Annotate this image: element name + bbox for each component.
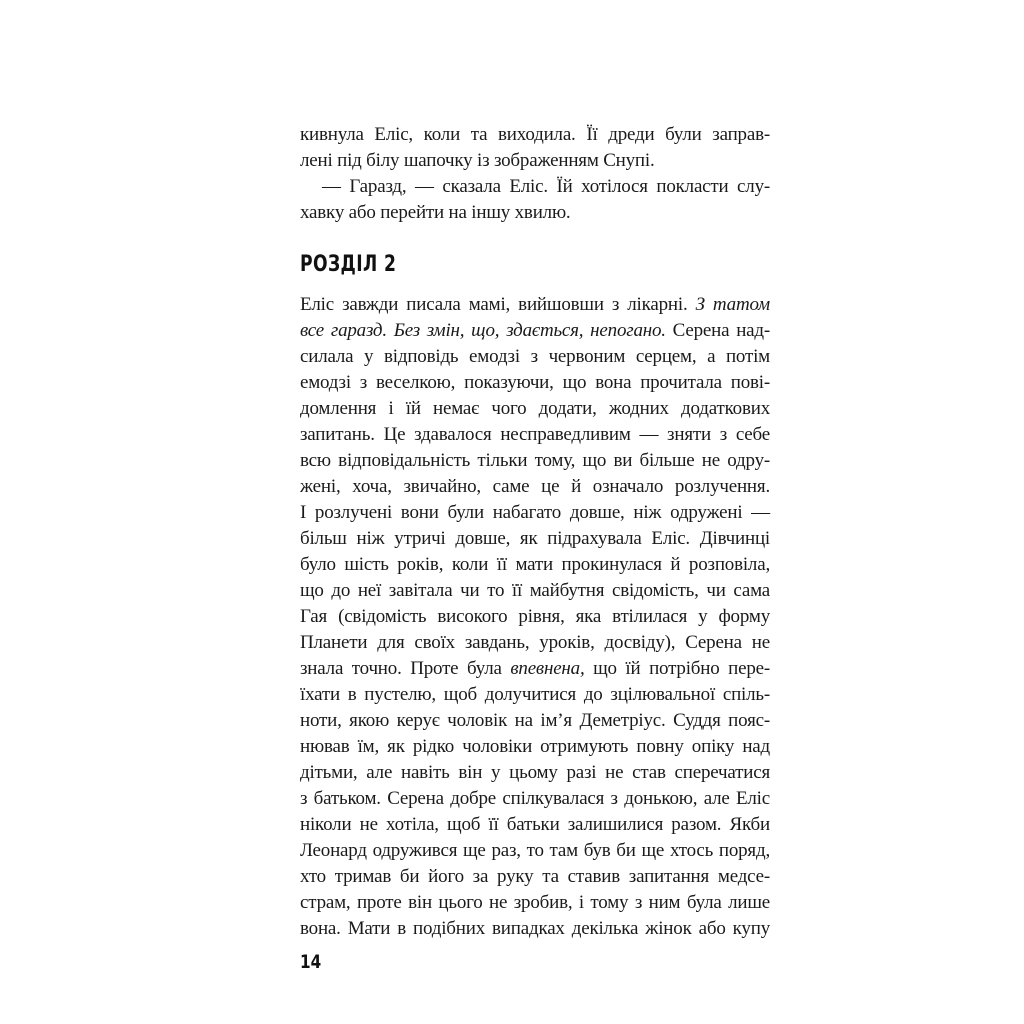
text-line: ніколи не хотіла, щоб її батьки залишилися разом. Якби	[300, 814, 770, 835]
text-line: з батьком. Серена добре спілкувалася з донькою, але Еліс	[300, 788, 770, 809]
italic-text-run: З татом	[695, 294, 770, 315]
text-line: Леонард одружився ще раз, то там був би ще хтось поряд,	[300, 840, 770, 861]
text-line: запитань. Це здавалося несправедливим — зняти з себе	[300, 424, 770, 445]
text-line: нював їм, як рідко чоловіки отримують повну опіку над	[300, 736, 770, 757]
text-run: Серена над-	[665, 320, 770, 341]
text-line: кивнула Еліс, коли та виходила. Її дреди були заправ-	[300, 124, 770, 145]
text-line: — Гаразд, — сказала Еліс. Їй хотілося покласти слу-	[322, 176, 770, 197]
text-line: хто тримав би його за руку та ставив запитання медсе-	[300, 866, 770, 887]
text-line: більш ніж утричі довше, як підрахувала Еліс. Дівчинці	[300, 528, 770, 549]
text-line: емодзі з веселкою, показуючи, що вона прочитала пові-	[300, 372, 770, 393]
text-line: дітьми, але навіть він у цьому разі не став сперечатися	[300, 762, 770, 783]
text-line	[300, 292, 770, 318]
text-line: домлення і їй немає чого додати, жодних додаткових	[300, 398, 770, 419]
chapter-heading: РОЗДІЛ 2	[300, 252, 397, 277]
italic-text-run: впевнена,	[510, 658, 585, 679]
text-line	[300, 656, 770, 682]
text-line: Гая (свідомість високого рівня, яка втілилася у форму	[300, 606, 770, 627]
text-line	[300, 318, 770, 344]
text-run: Еліс завжди писала мамі, вийшовши з лікарні.	[300, 294, 696, 315]
text-line: Планети для своїх завдань, уроків, досвіду), Серена не	[300, 632, 770, 653]
text-line: вона. Мати в подібних випадках декілька жінок або купу	[300, 918, 770, 939]
text-line: хавку або перейти на іншу хвилю.	[300, 202, 571, 223]
text-line: страм, проте він цього не зробив, і тому з ним була лише	[300, 892, 770, 913]
text-line: силала у відповідь емодзі з червоним серцем, а потім	[300, 346, 770, 367]
text-line: лені під білу шапочку із зображенням Снупі.	[300, 150, 655, 171]
page-number: 14	[300, 951, 322, 973]
text-line: їхати в пустелю, щоб долучитися до зцілювальної спіль-	[300, 684, 770, 705]
text-line: було шість років, коли її мати прокинулася й розповіла,	[300, 554, 770, 575]
italic-text-run: все гаразд. Без змін, що, здається, непогано.	[300, 320, 666, 341]
text-line: жені, хоча, звичайно, саме це й означало розлучення.	[300, 476, 770, 497]
text-line: І розлучені вони були набагато довше, ніж одружені —	[300, 502, 770, 523]
text-line: що до неї завітала чи то її майбутня свідомість, чи сама	[300, 580, 770, 601]
text-run: що їй потрібно пере-	[584, 658, 771, 679]
text-line: всю відповідальність тільки тому, що ви більше не одру-	[300, 450, 770, 471]
text-line: ноти, якою керує чоловік на ім’я Деметріус. Суддя пояс-	[300, 710, 770, 731]
text-run: знала точно. Проте була	[300, 658, 511, 679]
